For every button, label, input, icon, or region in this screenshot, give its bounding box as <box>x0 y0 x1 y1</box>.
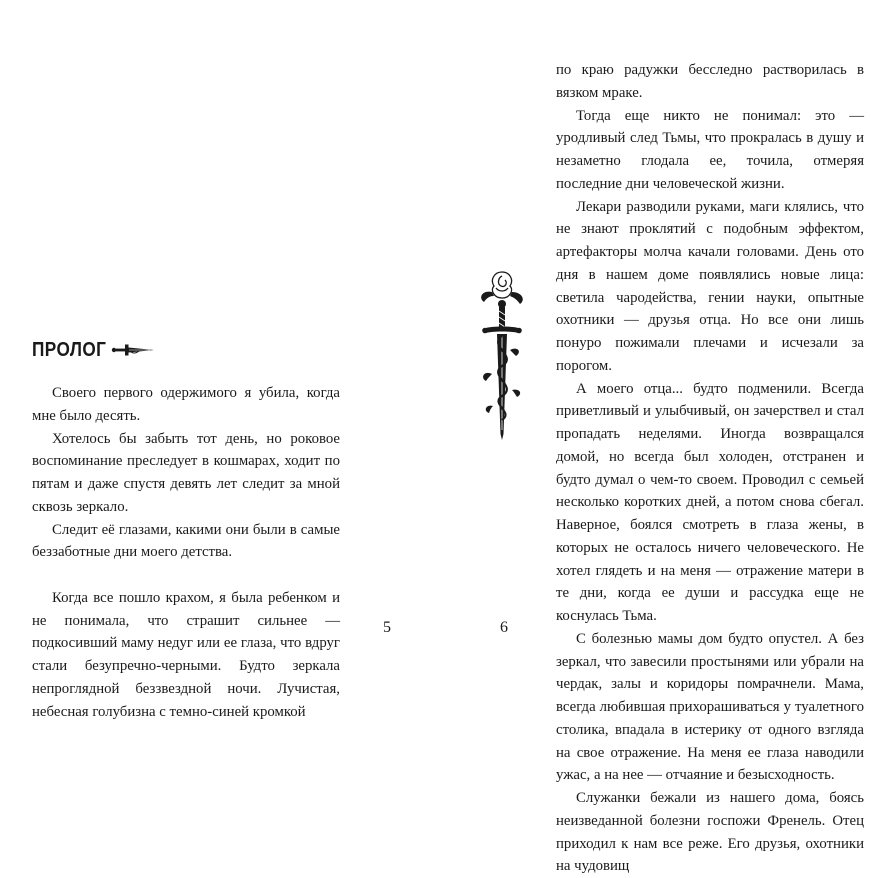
paragraph: Лекари разводили руками, маги клялись, что не знают проклятий с подобным эффектом, артефакторы молча качали головами. День ото дня в нашем доме появлялись новые лица: светила чародейства, гении науки, опытные охотники — друзья отца. Но все они лишь понуро пожимали плечами и исчезали за порогом. <box>556 198 864 374</box>
paragraph: по краю радужки бесследно растворилась в вязком мраке. <box>556 62 864 101</box>
paragraph: А моего отца... будто подменили. Всегда приветливый и улыбчивый, он зачерствел и стал пропадать неделями. Иногда возвращался домой, но всегда был холоден, отстранен и будто думал о чем-то своем. Проводил с семьей несколько коротких дней, а потом снова сбегал. Наверное, боялся смотреть в глаза жены, в которых не осталось ничего человеческого. Не хотел глядеть и на меня — отражение матери в те дни, когда ее души и рассудка еще не коснулась Тьма. <box>556 380 864 624</box>
paragraph: Своего первого одержимого я убила, когда мне было десять. <box>32 385 340 424</box>
paragraph: Следит её глазами, какими они были в самые беззаботные дни моего детства. <box>32 521 340 561</box>
paragraph: Когда все пошло крахом, я была ребенком и не понимала, что страшит сильнее — подкосивший маму недуг или ее глаза, что вдруг стали безупречно-черными. Будто зеркала непроглядной беззвездной ночи. Лучистая, небесная голубизна с темно-синей кромкой <box>32 589 340 720</box>
page-number: 6 <box>500 619 508 636</box>
left-page-text <box>32 382 340 723</box>
paragraph: Служанки бежали из нашего дома, боясь неизведанной болезни госпожи Френель. Отец приходил к нам все реже. Его друзья, охотники на чудовищ <box>556 790 864 875</box>
chapter-title: ПРОЛОГ <box>32 339 107 361</box>
paragraph: Тогда еще никто не понимал: это — уродливый след Тьмы, что прокралась в душу и незаметно глодала ее, точила, отмеряя последние дни человеческой жизни. <box>556 107 864 192</box>
page-number: 5 <box>383 619 391 636</box>
right-page-text <box>556 59 864 878</box>
dagger-icon <box>110 342 158 358</box>
chapter-heading <box>32 336 158 364</box>
left-page <box>0 0 444 720</box>
paragraph: С болезнью мамы дом будто опустел. А без зеркал, что завесили простынями или убрали на чердак, залы и коридоры помрачнели. Мама, всегда любившая прихорашиваться у туалетного столика, впадала в истерику от одного взгляда на свое отражение. На меня ее глаза наводили ужас, а на нее — отчаяние и безысходность. <box>556 630 864 784</box>
paragraph: Хотелось бы забыть тот день, но роковое воспоминание преследует в кошмарах, ходит по пятам и даже спустя девять лет следит за мной сквозь зеркало. <box>32 430 340 515</box>
